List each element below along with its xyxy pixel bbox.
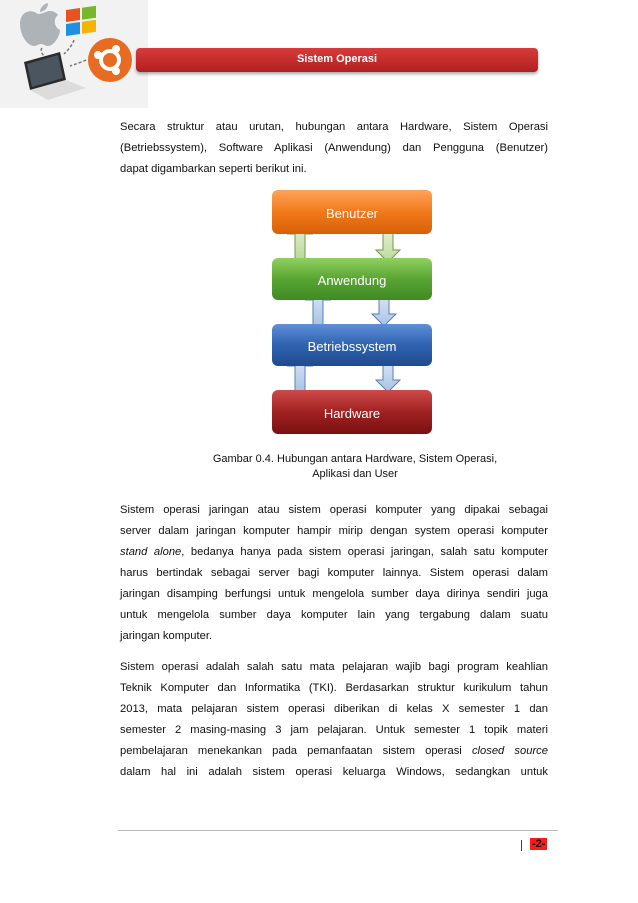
body-paragraph <box>120 500 548 647</box>
paragraph-text: pembelajaran menekankan pada pemanfaatan sistem operasi <box>120 745 472 757</box>
paragraph-line: Teknik Komputer dan Informatika (TKI). Berdasarkan struktur kurikulum tahun <box>120 682 548 694</box>
intro-paragraph <box>120 117 548 180</box>
os-logos-illustration <box>0 0 148 108</box>
figure-caption <box>150 452 560 482</box>
layer-box-hardware <box>272 390 432 434</box>
paragraph-line: jaringan disamping berfungsi untuk mengelola sumber daya dirinya sendiri juga <box>120 588 548 600</box>
layer-box-benutzer <box>272 190 432 234</box>
paragraph-line: Sistem operasi adalah salah satu mata pelajaran wajib bagi program keahlian <box>120 661 548 673</box>
windows-logo-icon <box>66 6 96 36</box>
layer-label: Anwendung <box>317 273 387 288</box>
paragraph-line <box>120 741 548 762</box>
paragraph-line: Sistem operasi jaringan atau sistem operasi komputer yang dipakai sebagai <box>120 504 548 516</box>
layer-box-betriebssystem <box>272 324 432 366</box>
caption-line: Gambar 0.4. Hubungan antara Hardware, Sistem Operasi, <box>212 453 498 465</box>
caption-line: Aplikasi dan User <box>312 468 398 480</box>
paragraph-line: harus bertindak sebagai server bagi komputer lainnya. Sistem operasi dalam <box>120 567 548 579</box>
header-title: Sistem Operasi <box>296 53 378 65</box>
footer-divider <box>118 830 558 831</box>
intro-line: (Betriebssystem), Software Aplikasi (Anwendung) dan Pengguna (Benutzer) <box>120 142 548 154</box>
paragraph-line: server dalam jaringan komputer hampir mirip dengan system operasi komputer <box>120 525 548 537</box>
paragraph-line <box>120 542 548 563</box>
laptop-icon <box>24 52 86 100</box>
paragraph-line: 2013, mata pelajaran sistem operasi diberikan di kelas X semester 1 dan <box>120 703 548 715</box>
paragraph-line: jaringan komputer. <box>120 630 213 642</box>
layer-label: Benutzer <box>325 206 379 221</box>
os-layer-diagram <box>268 188 438 440</box>
page-number: -2- <box>532 838 546 850</box>
intro-line: Secara struktur atau urutan, hubungan antara Hardware, Sistem Operasi <box>120 121 548 133</box>
header-bar <box>136 48 538 72</box>
footer-separator <box>521 840 522 851</box>
italic-term: stand alone <box>120 546 182 558</box>
layer-label: Betriebssystem <box>307 339 397 354</box>
apple-logo-icon <box>20 3 60 46</box>
paragraph-line: untuk mengelola sumber daya komputer lain yang tergabung dalam suatu <box>120 609 548 621</box>
body-paragraph <box>120 657 548 783</box>
layer-box-anwendung <box>272 258 432 300</box>
intro-line: dapat digambarkan seperti berikut ini. <box>120 163 307 175</box>
layer-label: Hardware <box>323 406 381 421</box>
paragraph-text: , bedanya hanya pada sistem operasi jaringan, salah satu komputer <box>181 546 548 558</box>
paragraph-line: semester 2 masing-masing 3 jam pelajaran. Untuk semester 1 topik materi <box>120 724 548 736</box>
paragraph-line: dalam hal ini adalah sistem operasi keluarga Windows, sedangkan untuk <box>120 766 548 778</box>
italic-term: closed source <box>471 745 548 757</box>
ubuntu-logo-icon <box>88 38 132 82</box>
